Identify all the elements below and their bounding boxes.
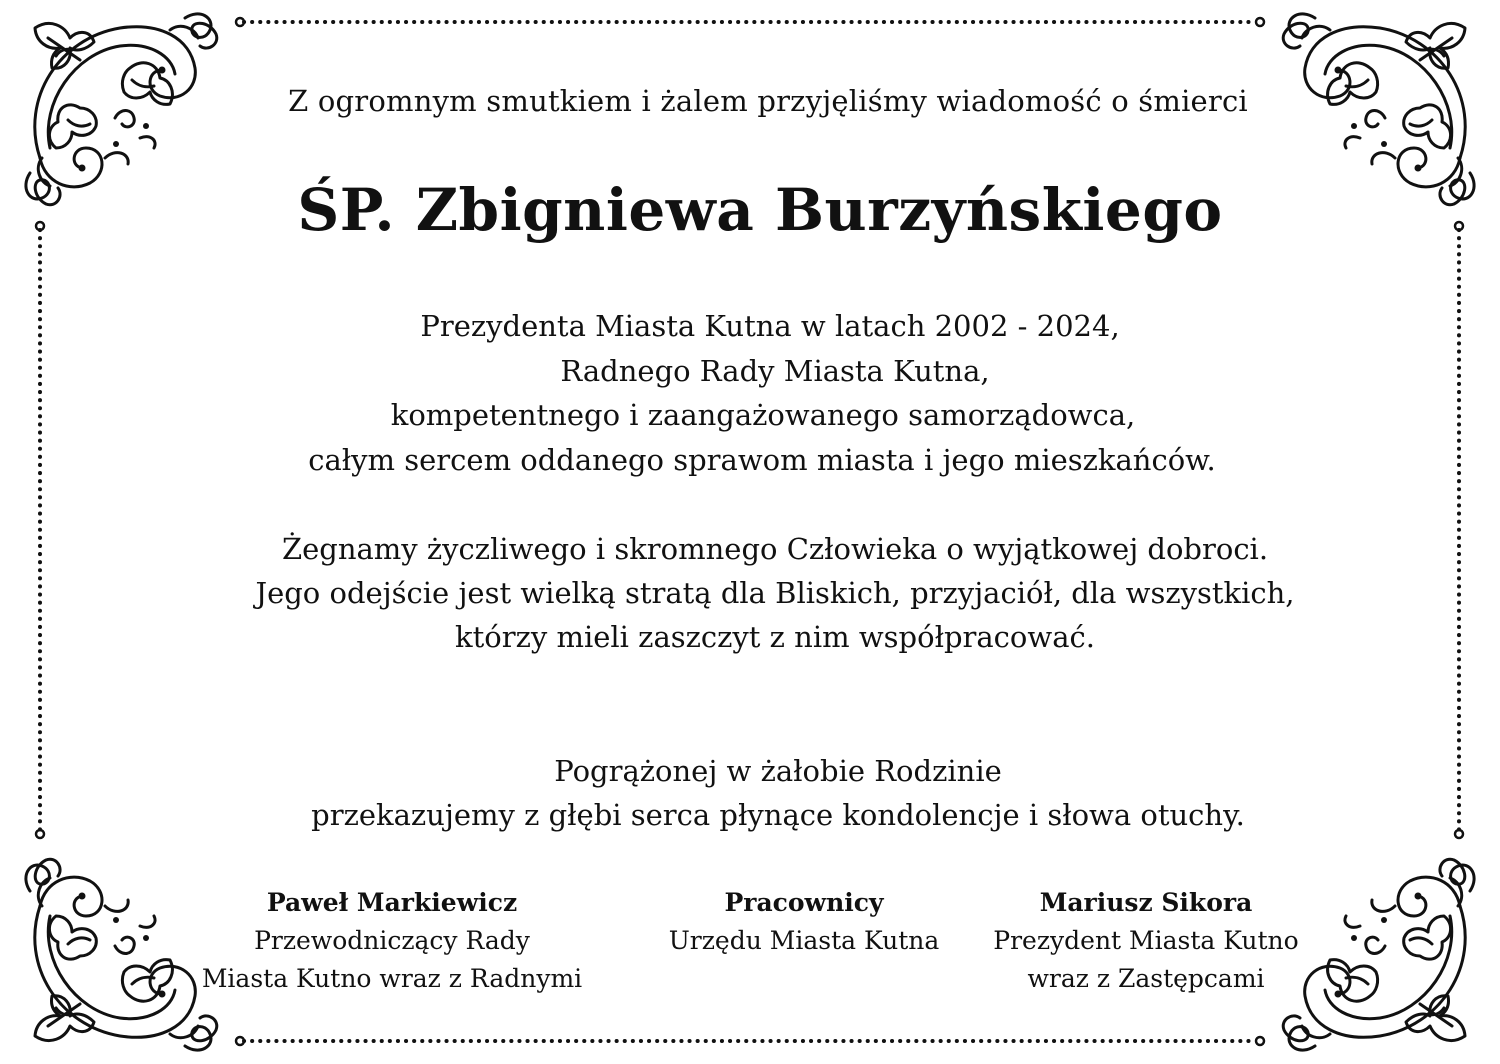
signature-name: Mariusz Sikora: [1039, 888, 1253, 917]
condolence-line: przekazujemy z głębi serca płynące kondolencje i słowa otuchy.: [311, 798, 1245, 832]
signature-block-mayor: [976, 884, 1316, 998]
signature-title: Urzędu Miasta Kutna: [668, 926, 940, 955]
signature-name: Pracownicy: [724, 888, 884, 917]
condolence-line: Pogrążonej w żałobie Rodzinie: [554, 754, 1002, 788]
description-line: całym sercem oddanego sprawom miasta i jego mieszkańców.: [308, 443, 1216, 477]
signature-title: Przewodniczący Rady: [254, 926, 530, 955]
signature-title: Miasta Kutno wraz z Radnymi: [201, 964, 583, 993]
description-line: kompetentnego i zaangażowanego samorządowca,: [390, 398, 1136, 432]
intro-text: Z ogromnym smutkiem i żalem przyjęliśmy wiadomość o śmierci: [288, 84, 1248, 118]
farewell-line: którzy mieli zaszczyt z nim współpracować.: [455, 620, 1095, 654]
description-line: Prezydenta Miasta Kutna w latach 2002 - 2024,: [420, 309, 1120, 343]
farewell-line: Żegnamy życzliwego i skromnego Człowieka o wyjątkowej dobroci.: [281, 532, 1269, 566]
description-line: Radnego Rady Miasta Kutna,: [560, 354, 990, 388]
signature-title: wraz z Zastępcami: [1027, 964, 1265, 993]
signature-title: Prezydent Miasta Kutno: [993, 926, 1299, 955]
signature-name: Paweł Markiewicz: [266, 888, 518, 917]
signature-block-staff: [654, 884, 954, 960]
deceased-name-heading: ŚP. Zbigniewa Burzyńskiego: [297, 176, 1223, 244]
signature-block-council: [192, 884, 592, 998]
farewell-line: Jego odejście jest wielką stratą dla Bliskich, przyjaciół, dla wszystkich,: [255, 576, 1295, 610]
